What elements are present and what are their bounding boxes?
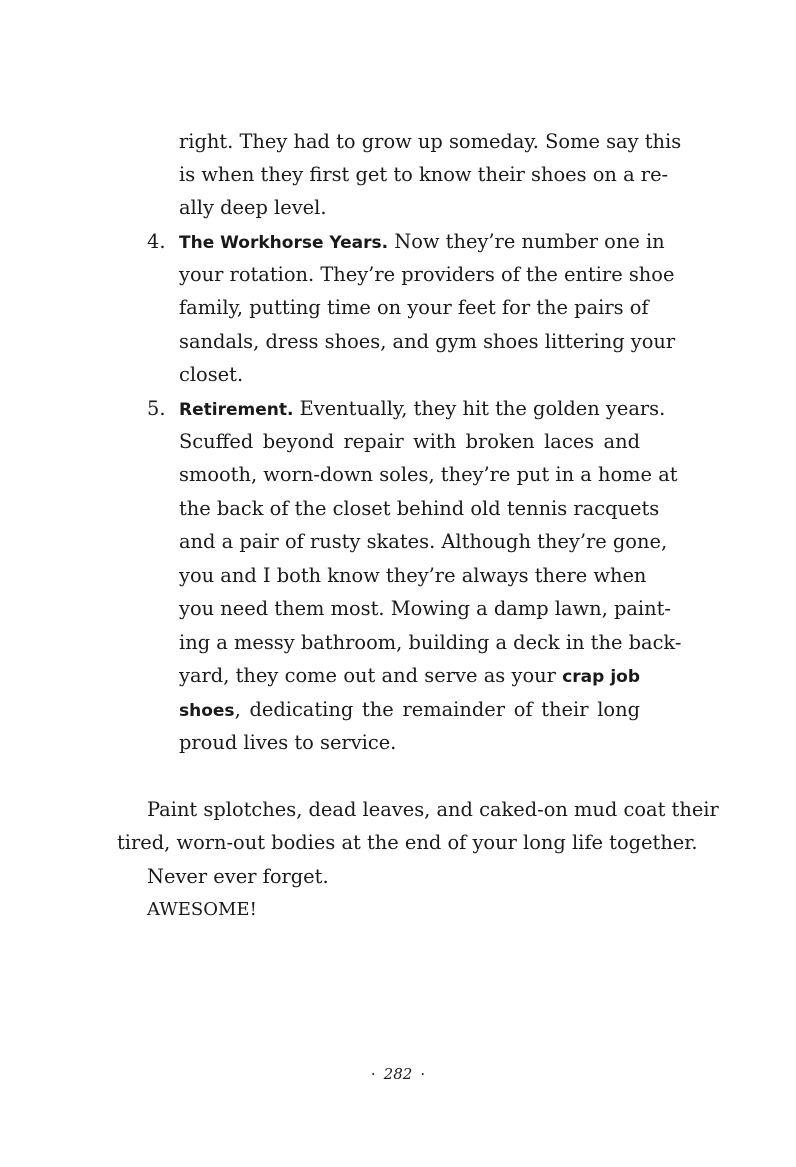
item5-shoes-rest: , dedicating the remainder of their long [234, 698, 640, 721]
shoes-label: shoes [179, 701, 235, 721]
item5-line-11: proud lives to service. [179, 731, 397, 754]
closing-para-line-2: tired, worn-out bodies at the end of your long life together. [117, 831, 698, 854]
item5-line-6: you and I both know they’re always there when [179, 564, 647, 587]
page-number: 282 [383, 1065, 413, 1083]
item5-line-8: ing a messy bathroom, building a deck in the back- [179, 631, 682, 654]
item5-first-line-rest: Eventually, they hit the golden years. [299, 397, 666, 420]
item4-label: The Workhorse Years. [179, 233, 389, 253]
item4-line-5: closet. [179, 363, 244, 386]
item4-line-2: your rotation. They’re providers of the entire shoe [179, 263, 675, 286]
folio-dot-left: · [370, 1065, 376, 1083]
item5-label: Retirement. [179, 400, 294, 420]
item5-line-1 [179, 392, 666, 427]
item5-line-7: you need them most. Mowing a damp lawn, paint- [179, 597, 671, 620]
item3-line-3: ally deep level. [179, 196, 327, 219]
item3-line-2: is when they first get to know their shoes on a re- [179, 163, 669, 186]
item5-line-9 [179, 659, 640, 694]
crap-job-label: crap job [562, 667, 641, 687]
item5-line-3: smooth, worn-down soles, they’re put in a home at [179, 463, 678, 486]
item4-number: 4. [147, 230, 166, 253]
item4-line-1 [179, 225, 665, 260]
item3-line-1: right. They had to grow up someday. Some say this [179, 130, 682, 153]
item5-line-4: the back of the closet behind old tennis racquets [179, 497, 660, 520]
item4-line-3: family, putting time on your feet for the pairs of [179, 296, 649, 319]
closing-para-line-1: Paint splotches, dead leaves, and caked-on mud coat their [147, 798, 719, 821]
folio-dot-right: · [420, 1065, 426, 1083]
item5-yard-prefix: yard, they come out and serve as your [179, 664, 556, 687]
item5-number: 5. [147, 397, 166, 420]
item4-line-4: sandals, dress shoes, and gym shoes littering your [179, 330, 676, 353]
never-ever-forget: Never ever forget. [147, 865, 329, 888]
item5-line-2: Scuffed beyond repair with broken laces and [179, 430, 640, 453]
item5-line-10 [179, 693, 640, 728]
page-folio [0, 1062, 796, 1086]
awesome-line: AWESOME! [147, 899, 257, 920]
item4-first-line-rest: Now they’re number one in [394, 230, 665, 253]
item5-line-5: and a pair of rusty skates. Although they’re gone, [179, 530, 668, 553]
